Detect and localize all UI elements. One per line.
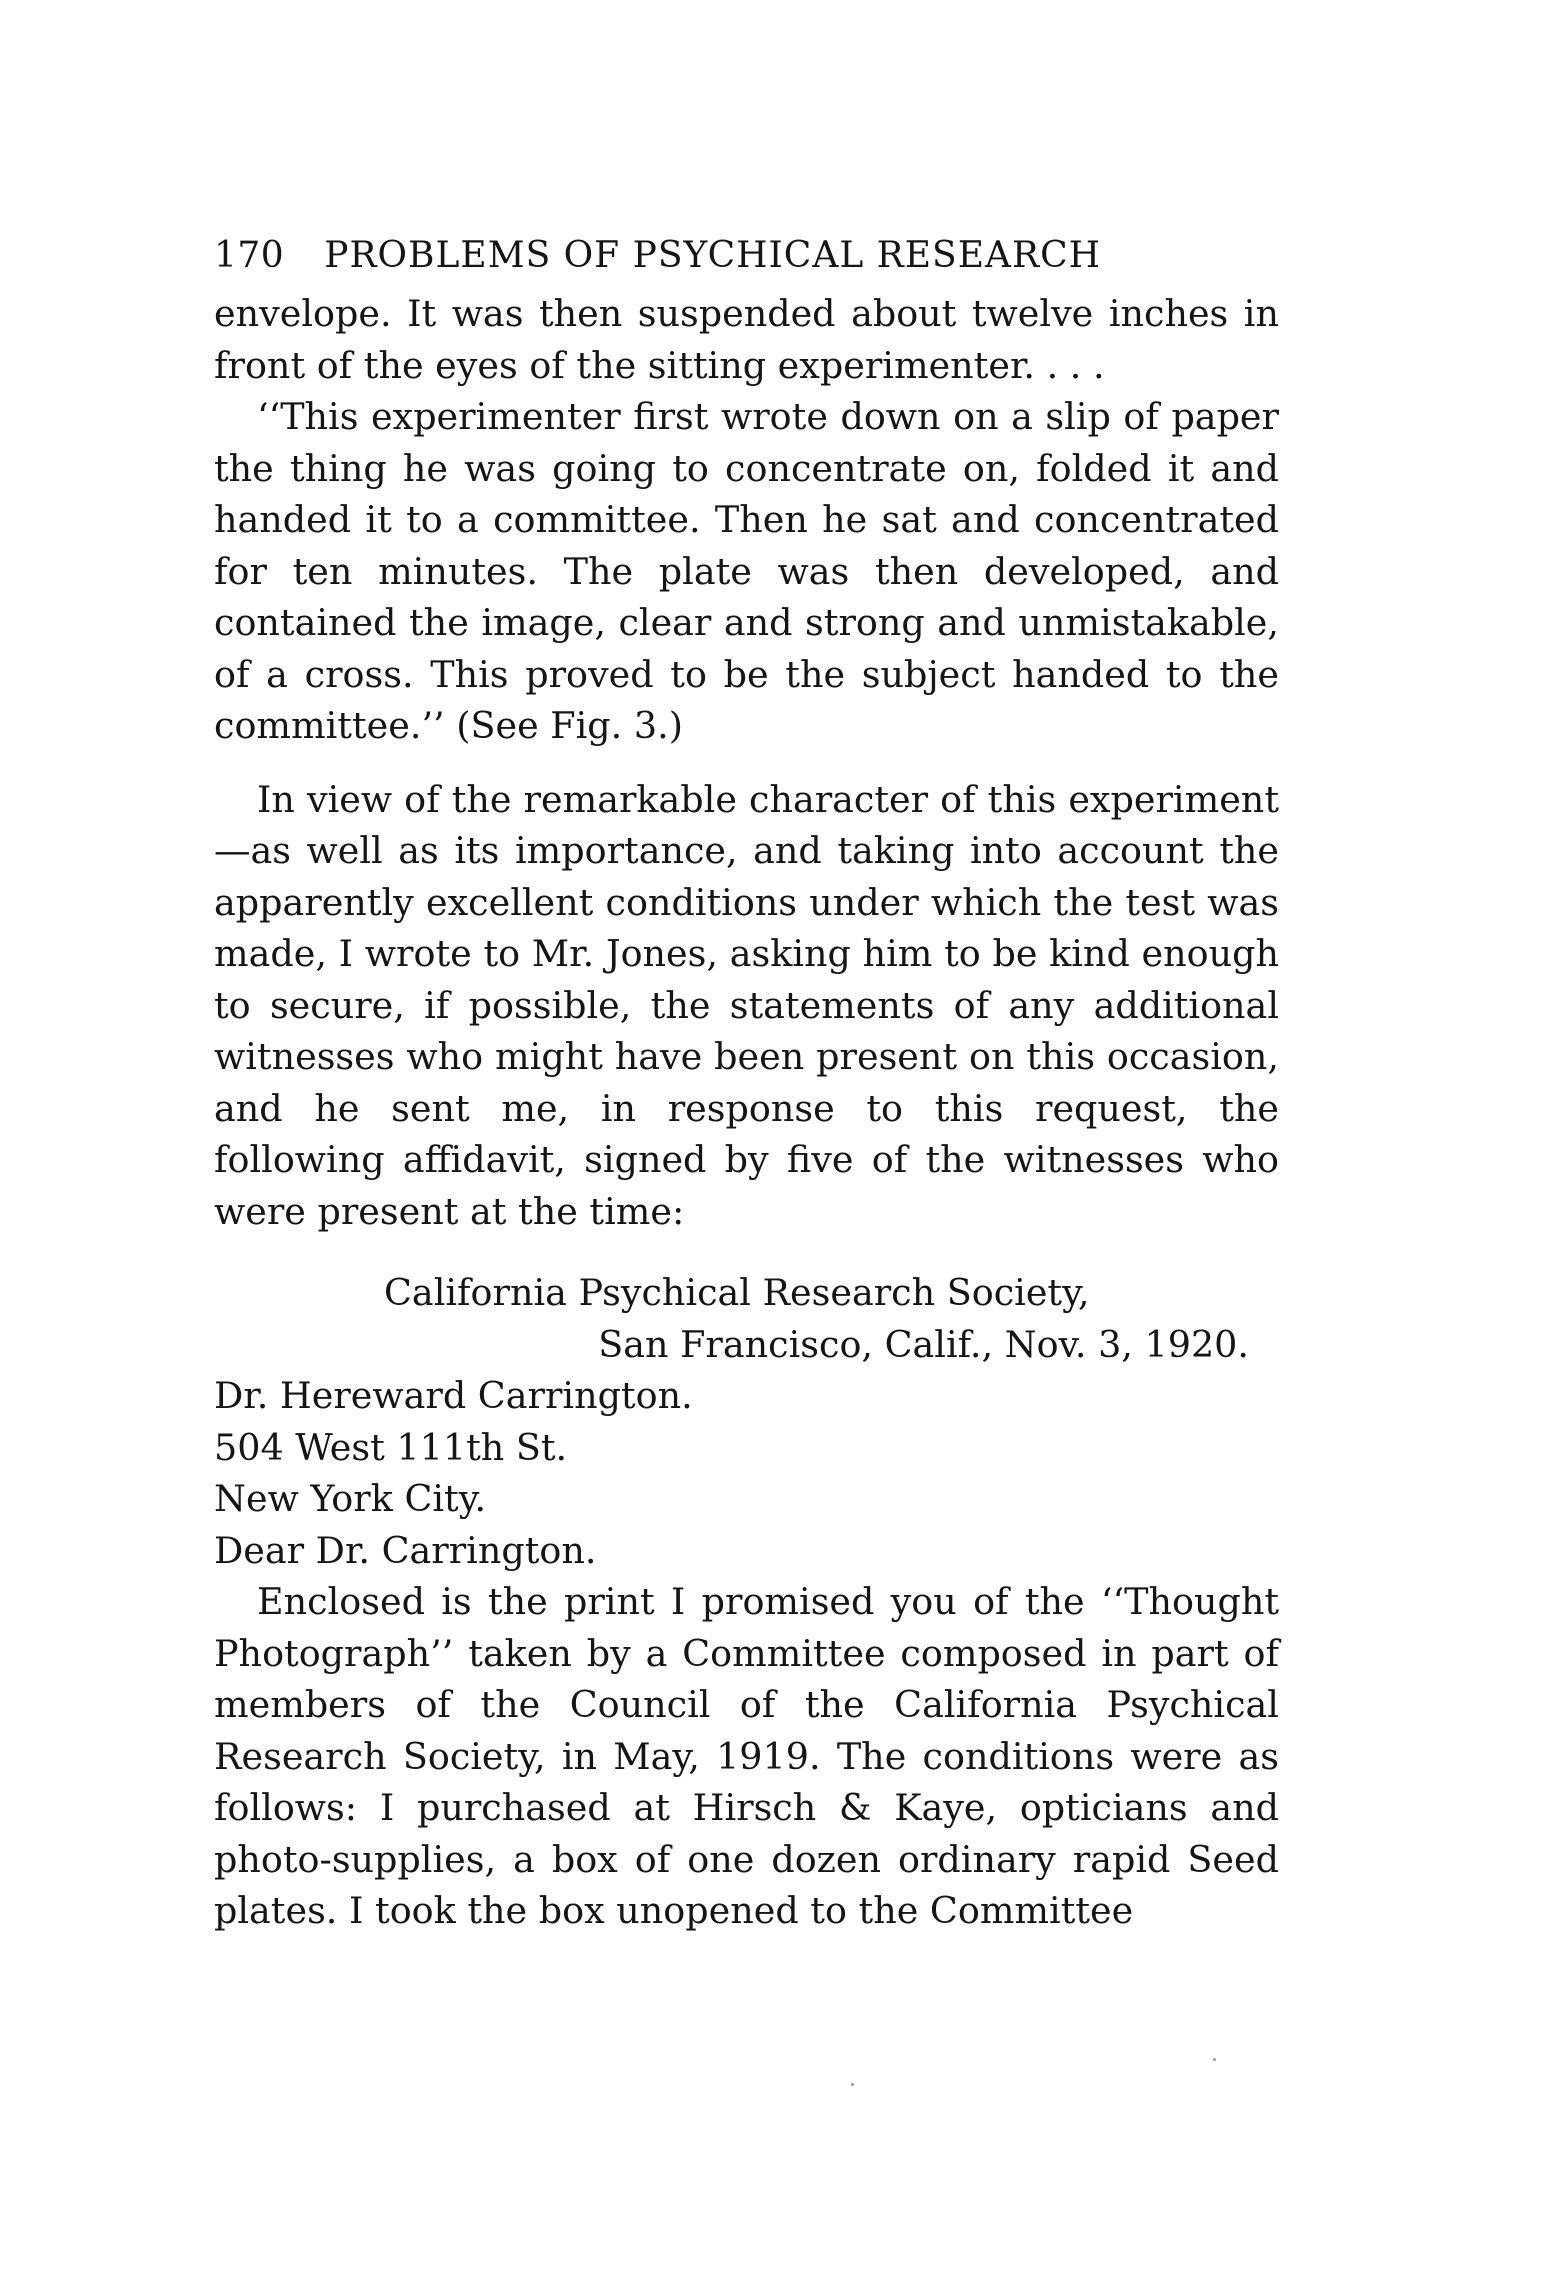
letter-addressee: Dr. Hereward Carrington. (214, 1374, 693, 1417)
quote-paragraph-text: ‘‘This experimenter first wrote down on a slip of paper the thing he was going to concentrate on, folded it and handed it to a committee. Then he sat and concentrated for ten minutes. The plate was then developed, and contained the image, clear and strong and unmistakable, of a cross. This proved to be the subject handed to the committee.’’ (See Fig. 3.) (214, 395, 1279, 747)
letter-place-date: San Francisco, Calif., Nov. 3, 1920. (598, 1322, 1249, 1366)
running-head (214, 235, 1279, 276)
letter-paragraph-text: Enclosed is the print I promised you of the ‘‘Thought Photograph’’ taken by a Committee composed in part of members of the Council of the California Psychical Research Society, in May, 1919. The conditions were as follows: I purchased at Hirsch & Kaye, opticians and photo-supplies, a box of one dozen ordinary rapid Seed plates. I took the box unopened to the Committee (214, 1580, 1279, 1932)
paper-speck (1213, 2058, 1216, 2061)
continued-paragraph-text: envelope. It was then suspended about twelve inches in front of the eyes of the sitting experimenter. . . . (214, 292, 1279, 387)
letter-organization: California Psychical Research Society, (384, 1271, 1090, 1314)
letter-paragraph (214, 1576, 1279, 1937)
continued-paragraph (214, 288, 1279, 391)
view-paragraph (214, 774, 1279, 1238)
book-page (214, 235, 1279, 1937)
quote-paragraph (214, 391, 1279, 752)
running-title: PROBLEMS OF PSYCHICAL RESEARCH (324, 235, 1102, 276)
page-number: 170 (214, 235, 285, 276)
letter-city: New York City. (214, 1477, 487, 1520)
view-paragraph-text: In view of the remarkable character of this experiment —as well as its importance, and taking into account the apparently excellent conditions under which the test was made, I wrote to Mr. Jones, asking him to be kind enough to secure, if possible, the statements of any additional witnesses who might have been present on this occasion, and he sent me, in response to this request, the following affidavit, signed by five of the witnesses who were present at the time: (214, 777, 1279, 1233)
affidavit-letter (214, 1267, 1279, 1937)
letter-street: 504 West 111th St. (214, 1425, 568, 1469)
paper-speck (851, 2083, 854, 2086)
letter-salutation: Dear Dr. Carrington. (214, 1528, 597, 1572)
